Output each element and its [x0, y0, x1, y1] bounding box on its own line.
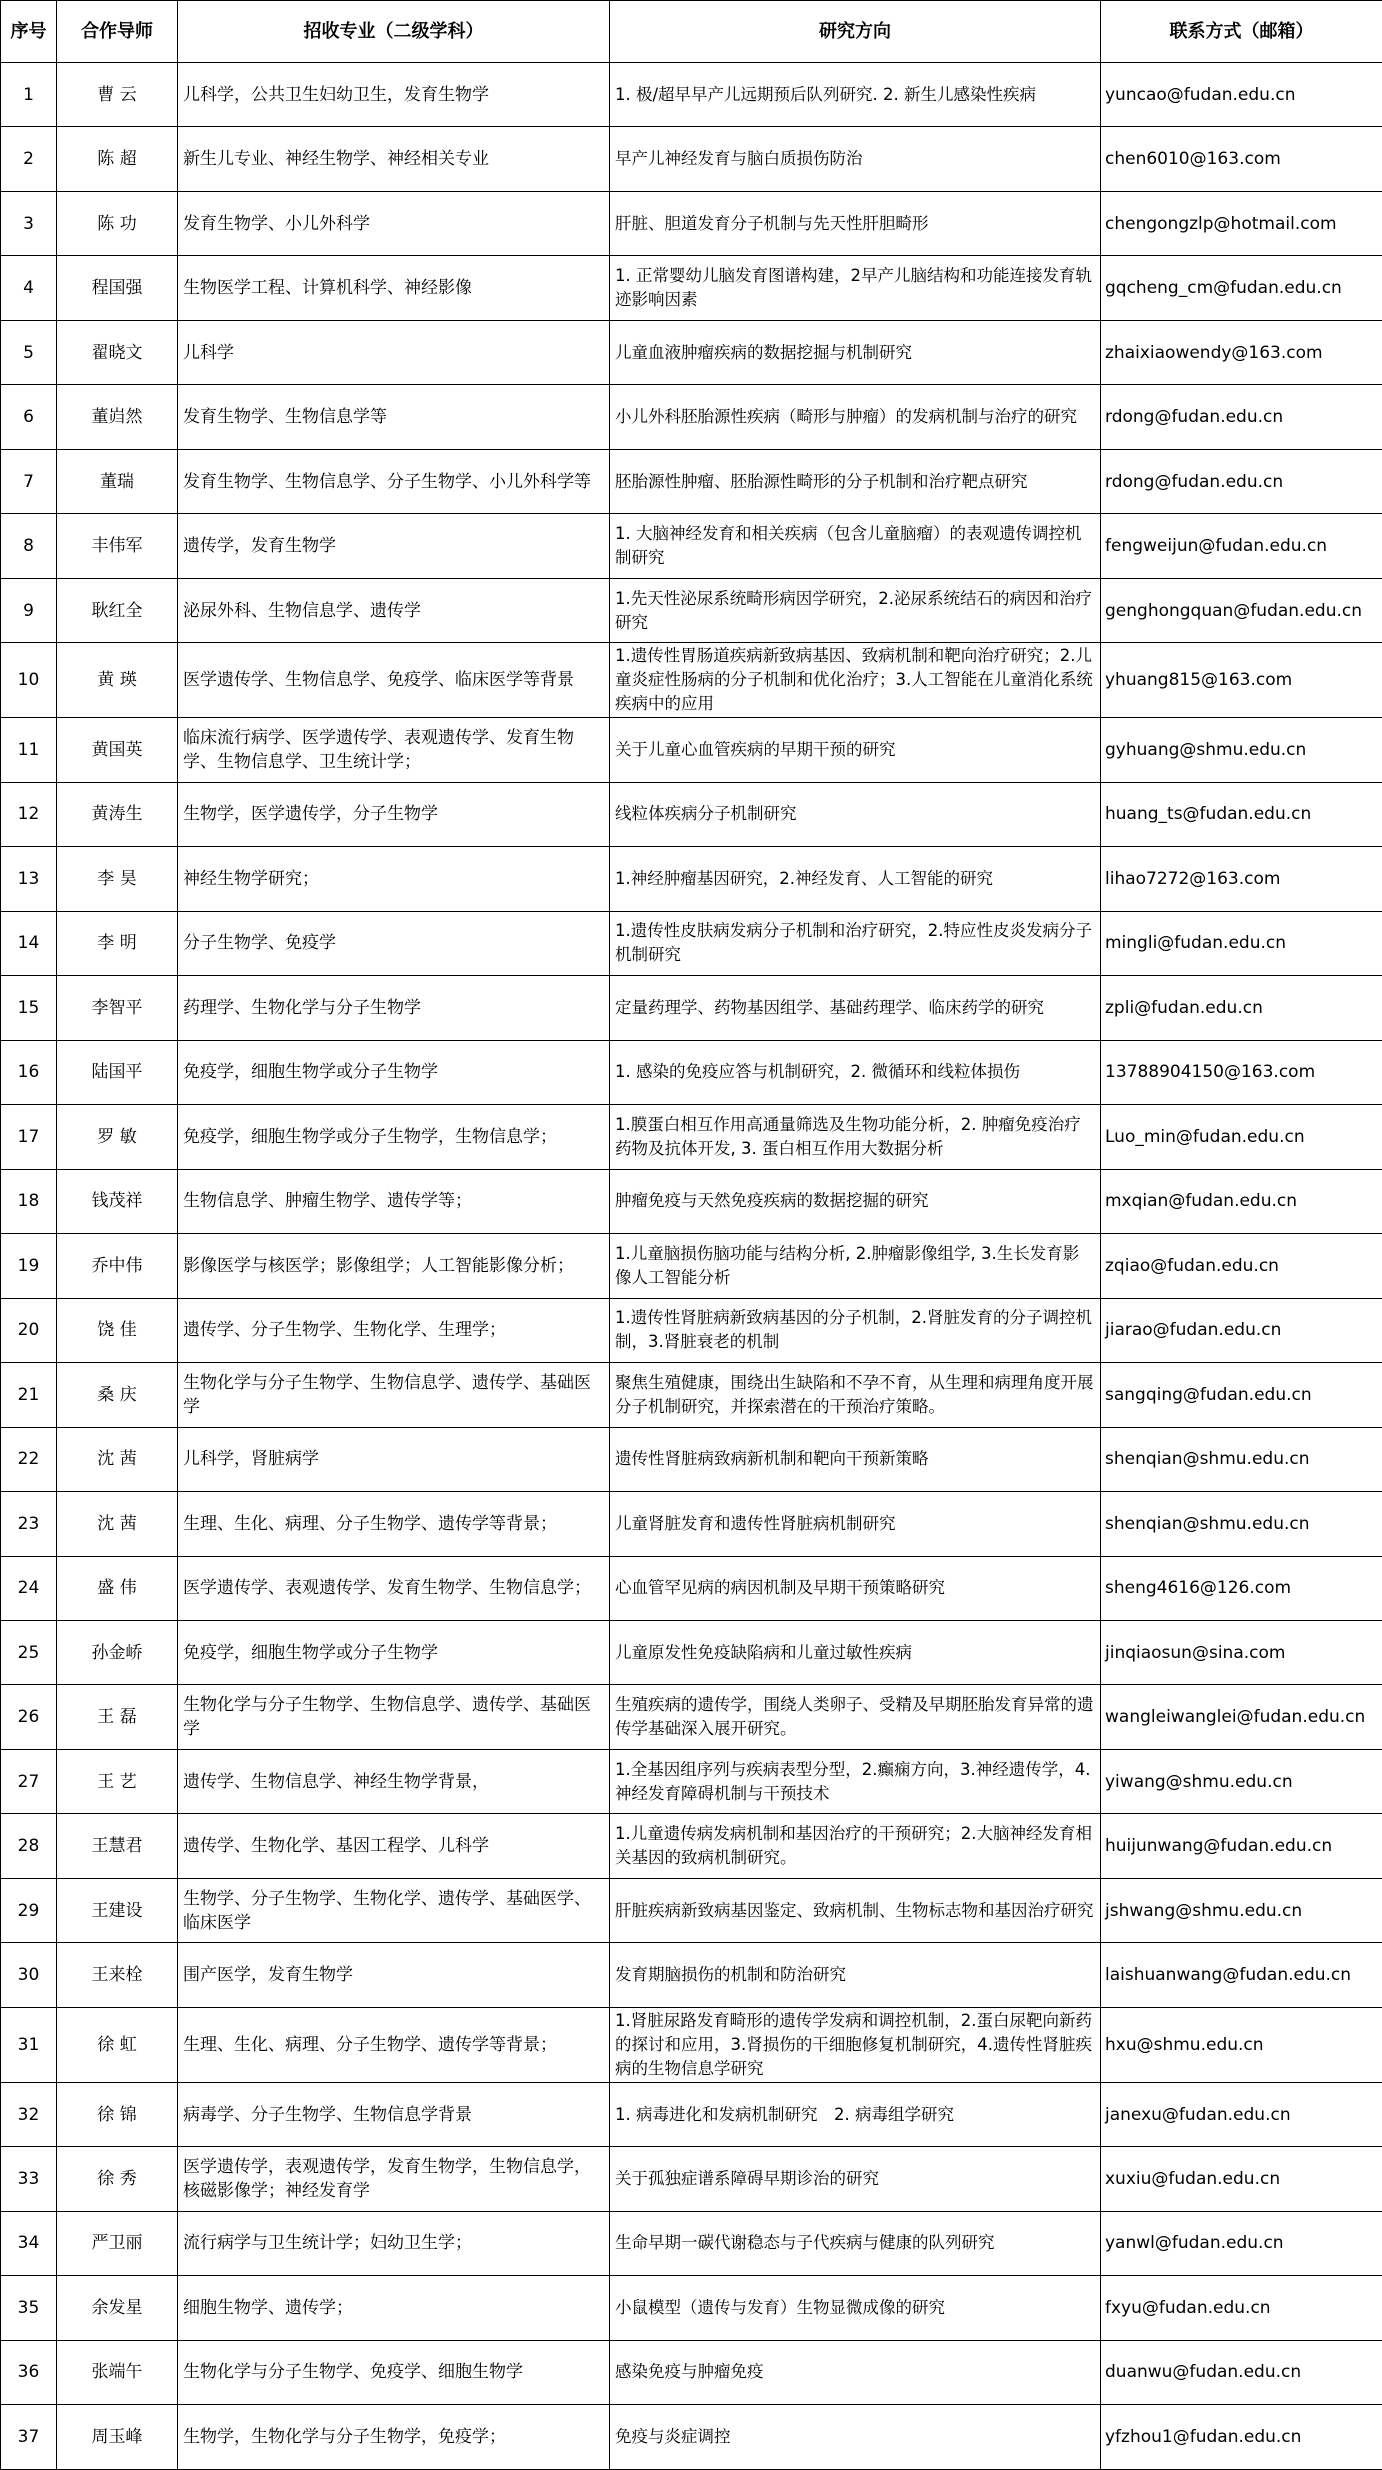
- email-cell: laishuanwang@fudan.edu.cn: [1101, 1943, 1382, 2007]
- table-row: [1, 320, 1382, 384]
- research-direction: 1. 极/超早早产儿远期预后队列研究. 2. 新生儿感染性疾病: [610, 63, 1101, 127]
- table-row: [1, 2405, 1382, 2470]
- table-row: [1, 1298, 1382, 1362]
- email-cell: xuxiu@fudan.edu.cn: [1101, 2147, 1382, 2211]
- email-cell: shenqian@shmu.edu.cn: [1101, 1427, 1382, 1491]
- email-cell: wangleiwanglei@fudan.edu.cn: [1101, 1685, 1382, 1749]
- advisor-name: 陈 超: [57, 127, 178, 191]
- table-header-row: [1, 1, 1382, 63]
- row-number: 7: [1, 449, 57, 513]
- advisor-name: 乔中伟: [57, 1234, 178, 1298]
- major-cell: 儿科学: [178, 320, 610, 384]
- research-direction: 1. 正常婴幼儿脑发育图谱构建，2早产儿脑结构和功能连接发育轨迹影响因素: [610, 256, 1101, 320]
- email-cell: zhaixiaowendy@163.com: [1101, 320, 1382, 384]
- research-direction: 生殖疾病的遗传学，围绕人类卵子、受精及早期胚胎发育异常的遗传学基础深入展开研究。: [610, 1685, 1101, 1749]
- row-number: 36: [1, 2340, 57, 2404]
- table-row: [1, 2340, 1382, 2404]
- email-cell: chen6010@163.com: [1101, 127, 1382, 191]
- table-row: [1, 911, 1382, 975]
- row-number: 6: [1, 385, 57, 449]
- table-row: [1, 2147, 1382, 2211]
- advisor-name: 王 磊: [57, 1685, 178, 1749]
- table-row: [1, 2007, 1382, 2082]
- major-cell: 发育生物学、生物信息学等: [178, 385, 610, 449]
- advisor-name: 丰伟军: [57, 514, 178, 578]
- table-row: [1, 578, 1382, 642]
- research-direction: 儿童肾脏发育和遗传性肾脏病机制研究: [610, 1492, 1101, 1556]
- row-number: 22: [1, 1427, 57, 1491]
- research-direction: 1.儿童脑损伤脑功能与结构分析, 2.肿瘤影像组学, 3.生长发育影像人工智能分析: [610, 1234, 1101, 1298]
- table-row: [1, 1556, 1382, 1620]
- email-cell: mingli@fudan.edu.cn: [1101, 911, 1382, 975]
- advisor-name: 周玉峰: [57, 2405, 178, 2470]
- research-direction: 儿童原发性免疫缺陷病和儿童过敏性疾病: [610, 1621, 1101, 1685]
- email-cell: jshwang@shmu.edu.cn: [1101, 1878, 1382, 1942]
- major-cell: 儿科学，公共卫生妇幼卫生，发育生物学: [178, 63, 610, 127]
- research-direction: 小鼠模型（遗传与发育）生物显微成像的研究: [610, 2276, 1101, 2340]
- row-number: 30: [1, 1943, 57, 2007]
- table-row: [1, 718, 1382, 782]
- advisor-name: 陆国平: [57, 1040, 178, 1104]
- row-number: 5: [1, 320, 57, 384]
- advisor-name: 钱茂祥: [57, 1169, 178, 1233]
- research-direction: 聚焦生殖健康，围绕出生缺陷和不孕不育，从生理和病理角度开展分子机制研究，并探索潜在的干预治疗策略。: [610, 1363, 1101, 1427]
- table-row: [1, 1814, 1382, 1878]
- table-row: [1, 976, 1382, 1040]
- row-number: 9: [1, 578, 57, 642]
- table-row: [1, 1621, 1382, 1685]
- major-cell: 影像医学与核医学；影像组学；人工智能影像分析；: [178, 1234, 610, 1298]
- research-direction: 1.全基因组序列与疾病表型分型，2.癫痫方向，3.神经遗传学，4.神经发育障碍机制与干预技术: [610, 1749, 1101, 1813]
- major-cell: 遗传学，发育生物学: [178, 514, 610, 578]
- email-cell: Luo_min@fudan.edu.cn: [1101, 1105, 1382, 1169]
- major-cell: 医学遗传学，表观遗传学，发育生物学，生物信息学，核磁影像学；神经发育学: [178, 2147, 610, 2211]
- advisor-name: 徐 虹: [57, 2007, 178, 2082]
- major-cell: 分子生物学、免疫学: [178, 911, 610, 975]
- major-cell: 泌尿外科、生物信息学、遗传学: [178, 578, 610, 642]
- major-cell: 生物信息学、肿瘤生物学、遗传学等；: [178, 1169, 610, 1233]
- table-row: [1, 1427, 1382, 1491]
- research-direction: 1.肾脏尿路发育畸形的遗传学发病和调控机制，2.蛋白尿靶向新药的探讨和应用，3.肾损伤的干细胞修复机制研究，4.遗传性肾脏疾病的生物信息学研究: [610, 2007, 1101, 2082]
- major-cell: 生物学、分子生物学、生物化学、遗传学、基础医学、临床医学: [178, 1878, 610, 1942]
- row-number: 10: [1, 643, 57, 718]
- major-cell: 生物医学工程、计算机科学、神经影像: [178, 256, 610, 320]
- table-row: [1, 1492, 1382, 1556]
- row-number: 12: [1, 782, 57, 846]
- major-cell: 医学遗传学、生物信息学、免疫学、临床医学等背景: [178, 643, 610, 718]
- advisor-name: 严卫丽: [57, 2211, 178, 2275]
- advisor-name: 张端午: [57, 2340, 178, 2404]
- major-cell: 生物学，生物化学与分子生物学，免疫学；: [178, 2405, 610, 2470]
- row-number: 16: [1, 1040, 57, 1104]
- row-number: 21: [1, 1363, 57, 1427]
- table-body: [1, 63, 1382, 2470]
- advisor-name: 王建设: [57, 1878, 178, 1942]
- email-cell: janexu@fudan.edu.cn: [1101, 2082, 1382, 2146]
- row-number: 20: [1, 1298, 57, 1362]
- advisor-name: 李 明: [57, 911, 178, 975]
- advisor-name: 徐 锦: [57, 2082, 178, 2146]
- row-number: 8: [1, 514, 57, 578]
- row-number: 28: [1, 1814, 57, 1878]
- table-row: [1, 191, 1382, 255]
- row-number: 14: [1, 911, 57, 975]
- row-number: 33: [1, 2147, 57, 2211]
- table-row: [1, 1878, 1382, 1942]
- email-cell: gqcheng_cm@fudan.edu.cn: [1101, 256, 1382, 320]
- major-cell: 药理学、生物化学与分子生物学: [178, 976, 610, 1040]
- email-cell: yhuang815@163.com: [1101, 643, 1382, 718]
- row-number: 37: [1, 2405, 57, 2470]
- major-cell: 遗传学、生物信息学、神经生物学背景，: [178, 1749, 610, 1813]
- advisor-name: 饶 佳: [57, 1298, 178, 1362]
- email-cell: hxu@shmu.edu.cn: [1101, 2007, 1382, 2082]
- row-number: 18: [1, 1169, 57, 1233]
- email-cell: rdong@fudan.edu.cn: [1101, 449, 1382, 513]
- row-number: 29: [1, 1878, 57, 1942]
- research-direction: 1. 感染的免疫应答与机制研究，2. 微循环和线粒体损伤: [610, 1040, 1101, 1104]
- email-cell: fengweijun@fudan.edu.cn: [1101, 514, 1382, 578]
- advisor-name: 董瑞: [57, 449, 178, 513]
- major-cell: 发育生物学、小儿外科学: [178, 191, 610, 255]
- research-direction: 1. 病毒进化和发病机制研究 2. 病毒组学研究: [610, 2082, 1101, 2146]
- research-direction: 1.膜蛋白相互作用高通量筛选及生物功能分析，2. 肿瘤免疫治疗药物及抗体开发, 3. 蛋白相互作用大数据分析: [610, 1105, 1101, 1169]
- advisor-name: 罗 敏: [57, 1105, 178, 1169]
- research-direction: 心血管罕见病的病因机制及早期干预策略研究: [610, 1556, 1101, 1620]
- research-direction: 1.遗传性胃肠道疾病新致病基因、致病机制和靶向治疗研究；2.儿童炎症性肠病的分子机制和优化治疗；3.人工智能在儿童消化系统疾病中的应用: [610, 643, 1101, 718]
- major-cell: 病毒学、分子生物学、生物信息学背景: [178, 2082, 610, 2146]
- major-cell: 儿科学，肾脏病学: [178, 1427, 610, 1491]
- research-direction: 胚胎源性肿瘤、胚胎源性畸形的分子机制和治疗靶点研究: [610, 449, 1101, 513]
- advisor-name: 黄国英: [57, 718, 178, 782]
- row-number: 26: [1, 1685, 57, 1749]
- advisor-name: 王来栓: [57, 1943, 178, 2007]
- table-row: [1, 1169, 1382, 1233]
- table-row: [1, 385, 1382, 449]
- research-direction: 发育期脑损伤的机制和防治研究: [610, 1943, 1101, 2007]
- advisor-name: 耿红全: [57, 578, 178, 642]
- table-row: [1, 514, 1382, 578]
- advisor-name: 董岿然: [57, 385, 178, 449]
- table-row: [1, 2276, 1382, 2340]
- research-direction: 感染免疫与肿瘤免疫: [610, 2340, 1101, 2404]
- research-direction: 关于孤独症谱系障碍早期诊治的研究: [610, 2147, 1101, 2211]
- research-direction: 1. 大脑神经发育和相关疾病（包含儿童脑瘤）的表观遗传调控机制研究: [610, 514, 1101, 578]
- email-cell: genghongquan@fudan.edu.cn: [1101, 578, 1382, 642]
- advisor-name: 沈 茜: [57, 1427, 178, 1491]
- major-cell: 遗传学、生物化学、基因工程学、儿科学: [178, 1814, 610, 1878]
- research-direction: 早产儿神经发育与脑白质损伤防治: [610, 127, 1101, 191]
- table-row: [1, 2082, 1382, 2146]
- email-cell: rdong@fudan.edu.cn: [1101, 385, 1382, 449]
- table-row: [1, 1685, 1382, 1749]
- table-row: [1, 256, 1382, 320]
- row-number: 15: [1, 976, 57, 1040]
- research-direction: 1.遗传性皮肤病发病分子机制和治疗研究，2.特应性皮炎发病分子机制研究: [610, 911, 1101, 975]
- major-cell: 生理、生化、病理、分子生物学、遗传学等背景；: [178, 2007, 610, 2082]
- major-cell: 新生儿专业、神经生物学、神经相关专业: [178, 127, 610, 191]
- header-major: 招收专业（二级学科）: [178, 1, 610, 63]
- email-cell: 13788904150@163.com: [1101, 1040, 1382, 1104]
- email-cell: yfzhou1@fudan.edu.cn: [1101, 2405, 1382, 2470]
- major-cell: 流行病学与卫生统计学；妇幼卫生学；: [178, 2211, 610, 2275]
- header-contact: 联系方式（邮箱）: [1101, 1, 1382, 63]
- advisor-name: 曹 云: [57, 63, 178, 127]
- advisor-name: 翟晓文: [57, 320, 178, 384]
- row-number: 2: [1, 127, 57, 191]
- research-direction: 定量药理学、药物基因组学、基础药理学、临床药学的研究: [610, 976, 1101, 1040]
- advisor-name: 桑 庆: [57, 1363, 178, 1427]
- major-cell: 免疫学，细胞生物学或分子生物学: [178, 1040, 610, 1104]
- email-cell: fxyu@fudan.edu.cn: [1101, 2276, 1382, 2340]
- major-cell: 免疫学，细胞生物学或分子生物学: [178, 1621, 610, 1685]
- research-direction: 1.遗传性肾脏病新致病基因的分子机制，2.肾脏发育的分子调控机制，3.肾脏衰老的机制: [610, 1298, 1101, 1362]
- table-row: [1, 847, 1382, 911]
- advisor-name: 徐 秀: [57, 2147, 178, 2211]
- email-cell: duanwu@fudan.edu.cn: [1101, 2340, 1382, 2404]
- row-number: 24: [1, 1556, 57, 1620]
- advisor-name: 孙金峤: [57, 1621, 178, 1685]
- major-cell: 神经生物学研究；: [178, 847, 610, 911]
- major-cell: 生理、生化、病理、分子生物学、遗传学等背景；: [178, 1492, 610, 1556]
- advisor-name: 陈 功: [57, 191, 178, 255]
- major-cell: 医学遗传学、表观遗传学、发育生物学、生物信息学；: [178, 1556, 610, 1620]
- research-direction: 线粒体疾病分子机制研究: [610, 782, 1101, 846]
- email-cell: huang_ts@fudan.edu.cn: [1101, 782, 1382, 846]
- row-number: 17: [1, 1105, 57, 1169]
- research-direction: 儿童血液肿瘤疾病的数据挖掘与机制研究: [610, 320, 1101, 384]
- table-row: [1, 1363, 1382, 1427]
- email-cell: mxqian@fudan.edu.cn: [1101, 1169, 1382, 1233]
- header-no: 序号: [1, 1, 57, 63]
- email-cell: zqiao@fudan.edu.cn: [1101, 1234, 1382, 1298]
- research-direction: 1.先天性泌尿系统畸形病因学研究，2.泌尿系统结石的病因和治疗研究: [610, 578, 1101, 642]
- table-row: [1, 1749, 1382, 1813]
- research-direction: 1.儿童遗传病发病机制和基因治疗的干预研究；2.大脑神经发育相关基因的致病机制研究。: [610, 1814, 1101, 1878]
- research-direction: 小儿外科胚胎源性疾病（畸形与肿瘤）的发病机制与治疗的研究: [610, 385, 1101, 449]
- header-advisor: 合作导师: [57, 1, 178, 63]
- research-direction: 肝脏、胆道发育分子机制与先天性肝胆畸形: [610, 191, 1101, 255]
- advisor-name: 盛 伟: [57, 1556, 178, 1620]
- row-number: 31: [1, 2007, 57, 2082]
- email-cell: jinqiaosun@sina.com: [1101, 1621, 1382, 1685]
- major-cell: 免疫学，细胞生物学或分子生物学，生物信息学；: [178, 1105, 610, 1169]
- row-number: 4: [1, 256, 57, 320]
- email-cell: yuncao@fudan.edu.cn: [1101, 63, 1382, 127]
- advisor-name: 王慧君: [57, 1814, 178, 1878]
- email-cell: zpli@fudan.edu.cn: [1101, 976, 1382, 1040]
- advisor-name: 余发星: [57, 2276, 178, 2340]
- row-number: 35: [1, 2276, 57, 2340]
- major-cell: 生物化学与分子生物学、免疫学、细胞生物学: [178, 2340, 610, 2404]
- email-cell: shenqian@shmu.edu.cn: [1101, 1492, 1382, 1556]
- table-row: [1, 63, 1382, 127]
- research-direction: 生命早期一碳代谢稳态与子代疾病与健康的队列研究: [610, 2211, 1101, 2275]
- table-row: [1, 127, 1382, 191]
- row-number: 27: [1, 1749, 57, 1813]
- table-row: [1, 1040, 1382, 1104]
- row-number: 1: [1, 63, 57, 127]
- research-direction: 1.神经肿瘤基因研究，2.神经发育、人工智能的研究: [610, 847, 1101, 911]
- table-row: [1, 2211, 1382, 2275]
- email-cell: yiwang@shmu.edu.cn: [1101, 1749, 1382, 1813]
- research-direction: 肿瘤免疫与天然免疫疾病的数据挖掘的研究: [610, 1169, 1101, 1233]
- advisor-name: 王 艺: [57, 1749, 178, 1813]
- email-cell: sheng4616@126.com: [1101, 1556, 1382, 1620]
- table-row: [1, 1234, 1382, 1298]
- row-number: 19: [1, 1234, 57, 1298]
- row-number: 25: [1, 1621, 57, 1685]
- research-direction: 遗传性肾脏病致病新机制和靶向干预新策略: [610, 1427, 1101, 1491]
- major-cell: 生物化学与分子生物学、生物信息学、遗传学、基础医学: [178, 1363, 610, 1427]
- major-cell: 细胞生物学、遗传学；: [178, 2276, 610, 2340]
- table-row: [1, 1943, 1382, 2007]
- advisor-name: 沈 茜: [57, 1492, 178, 1556]
- row-number: 13: [1, 847, 57, 911]
- research-direction: 免疫与炎症调控: [610, 2405, 1101, 2470]
- advisor-name: 李 昊: [57, 847, 178, 911]
- research-direction: 关于儿童心血管疾病的早期干预的研究: [610, 718, 1101, 782]
- advisor-name: 程国强: [57, 256, 178, 320]
- row-number: 32: [1, 2082, 57, 2146]
- table-row: [1, 449, 1382, 513]
- major-cell: 生物学，医学遗传学，分子生物学: [178, 782, 610, 846]
- email-cell: sangqing@fudan.edu.cn: [1101, 1363, 1382, 1427]
- table-row: [1, 643, 1382, 718]
- table-row: [1, 782, 1382, 846]
- major-cell: 生物化学与分子生物学、生物信息学、遗传学、基础医学: [178, 1685, 610, 1749]
- email-cell: yanwl@fudan.edu.cn: [1101, 2211, 1382, 2275]
- row-number: 34: [1, 2211, 57, 2275]
- advisor-name: 黄涛生: [57, 782, 178, 846]
- header-direction: 研究方向: [610, 1, 1101, 63]
- research-direction: 肝脏疾病新致病基因鉴定、致病机制、生物标志物和基因治疗研究: [610, 1878, 1101, 1942]
- row-number: 23: [1, 1492, 57, 1556]
- row-number: 11: [1, 718, 57, 782]
- row-number: 3: [1, 191, 57, 255]
- major-cell: 临床流行病学、医学遗传学、表观遗传学、发育生物学、生物信息学、卫生统计学；: [178, 718, 610, 782]
- email-cell: chengongzlp@hotmail.com: [1101, 191, 1382, 255]
- major-cell: 发育生物学、生物信息学、分子生物学、小儿外科学等: [178, 449, 610, 513]
- email-cell: huijunwang@fudan.edu.cn: [1101, 1814, 1382, 1878]
- major-cell: 遗传学、分子生物学、生物化学、生理学；: [178, 1298, 610, 1362]
- advisor-name: 李智平: [57, 976, 178, 1040]
- major-cell: 围产医学，发育生物学: [178, 1943, 610, 2007]
- email-cell: lihao7272@163.com: [1101, 847, 1382, 911]
- email-cell: gyhuang@shmu.edu.cn: [1101, 718, 1382, 782]
- email-cell: jiarao@fudan.edu.cn: [1101, 1298, 1382, 1362]
- advisor-name: 黄 瑛: [57, 643, 178, 718]
- table-row: [1, 1105, 1382, 1169]
